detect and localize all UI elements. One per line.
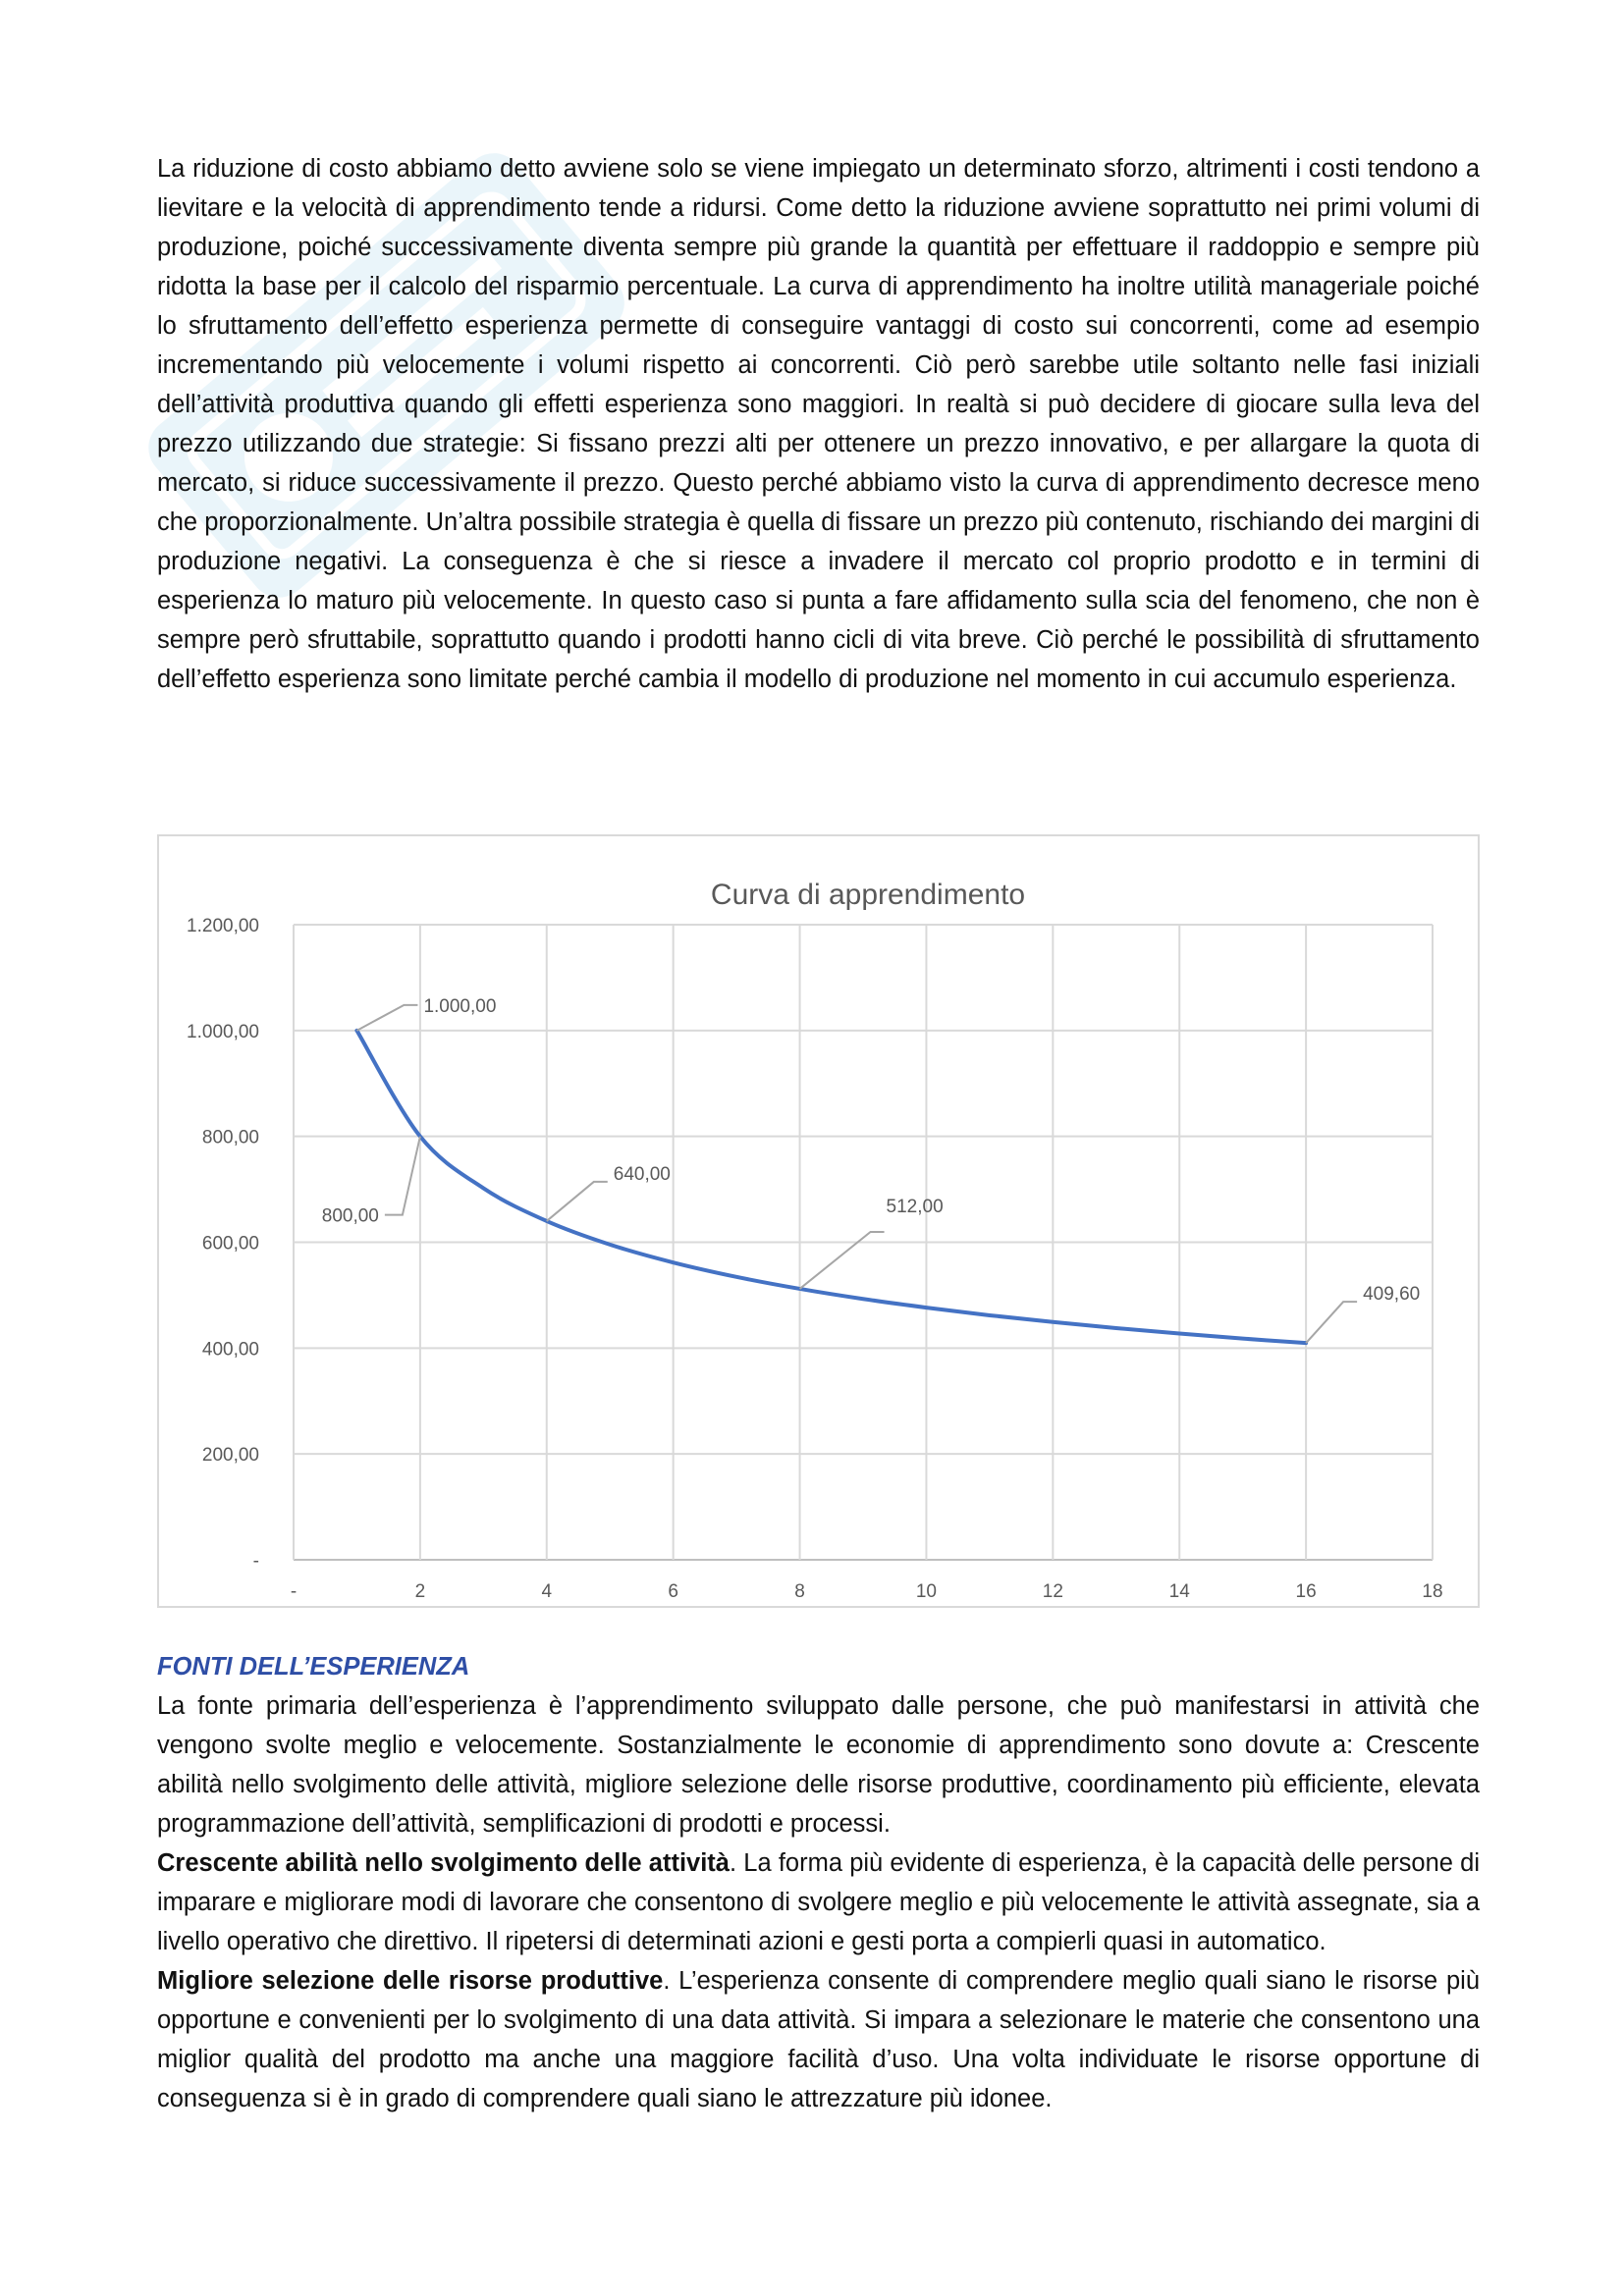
data-label-leader — [547, 1182, 608, 1221]
skill-paragraph — [157, 1843, 1480, 1961]
data-label-leader — [356, 1005, 417, 1031]
data-label: 800,00 — [321, 1205, 379, 1227]
chart-title: Curva di apprendimento — [710, 879, 1026, 911]
learning-curve-chart — [157, 834, 1480, 1608]
y-tick-label: 400,00 — [201, 1339, 259, 1361]
x-tick-label: 4 — [541, 1581, 553, 1602]
data-label-leader — [1306, 1302, 1357, 1343]
x-tick-label: 2 — [414, 1581, 426, 1602]
y-tick-label: 1.000,00 — [187, 1021, 259, 1042]
y-tick-label: 800,00 — [201, 1127, 259, 1148]
selection-heading: Migliore selezione delle risorse produttive — [157, 1967, 664, 1995]
data-label: 409,60 — [1363, 1284, 1421, 1306]
skill-heading: Crescente abilità nello svolgimento delle attività — [157, 1849, 730, 1877]
y-tick-label: 1.200,00 — [187, 916, 259, 936]
y-tick-label: 200,00 — [201, 1445, 259, 1467]
x-tick-label: 6 — [668, 1581, 678, 1602]
data-label: 1.000,00 — [423, 995, 497, 1017]
series-line — [356, 1031, 1306, 1343]
data-label: 640,00 — [613, 1163, 671, 1185]
intro-paragraph-block — [157, 149, 1480, 699]
x-tick-label: 8 — [794, 1581, 805, 1602]
chart-canvas — [159, 836, 1482, 1610]
data-label: 512,00 — [886, 1196, 944, 1217]
x-tick-label: 18 — [1422, 1581, 1443, 1602]
x-tick-label: 12 — [1042, 1581, 1063, 1602]
x-tick-label: - — [290, 1581, 298, 1602]
intro-paragraph: La riduzione di costo abbiamo detto avviene solo se viene impiegato un determinato sforzo, altrimenti i costi tendono a lievitare e la velocità di apprendimento tende a ridursi. Come detto la riduzione avviene soprattutto nei primi volumi di produzione, poiché successivamente diventa sempre più grande la quantità per effettuare il raddoppio e sempre più ridotta la base per il calcolo del risparmio percentuale. La curva di apprendimento ha inoltre utilità manageriale poiché lo sfruttamento dell’effetto esperienza permette di conseguire vantaggi di costo sui concorrenti, come ad esempio incrementando più velocemente i volumi rispetto ai concorrenti. Ciò però sarebbe utile soltanto nelle fasi iniziali dell’attività produttiva quando gli effetti esperienza sono maggiori. In realtà si può decidere di giocare sulla leva del prezzo utilizzando due strategie: Si fissano prezzi alti per ottenere un prezzo innovativo, e per allargare la quota di mercato, si riduce successivamente il prezzo. Questo perché abbiamo visto la curva di apprendimento decresce meno che proporzionalmente. Un’altra possibile strategia è quella di fissare un prezzo più contenuto, rischiando dei margini di produzione negativi. La conseguenza è che si riesce a invadere il mercato col proprio prodotto e in termini di esperienza lo maturo più velocemente. In questo caso si punta a fare affidamento sulla scia del fenomeno, che non è sempre però sfruttabile, soprattutto quando i prodotti hanno cicli di vita breve. Ciò perché le possibilità di sfruttamento dell’effetto esperienza sono limitate perché cambia il modello di produzione nel momento in cui accumulo esperienza. — [157, 155, 1480, 693]
data-label-leader — [800, 1232, 885, 1289]
sources-paragraph: La fonte primaria dell’esperienza è l’apprendimento sviluppato dalle persone, che può manifestarsi in attività che vengono svolte meglio e velocemente. Sostanzialmente le economie di apprendimento sono dovute a: Crescente abilità nello svolgimento delle attività, migliore selezione delle risorse produttive, coordinamento più efficiente, elevata programmazione dell’attività, semplificazioni di prodotti e processi. — [157, 1692, 1480, 1838]
data-label-leader — [385, 1137, 420, 1215]
selection-text: . L’esperienza consente di comprendere meglio quali siano le risorse più opportune e convenienti per lo svolgimento di una data attività. Si impara a selezionare le materie che consentono una miglior qualità del prodotto ma anche una maggiore facilità d’uso. Una volta individuate le risorse opportune di conseguenza si è in grado di comprendere quali siano le attrezzature più idonee. — [157, 1967, 1480, 2112]
selection-paragraph — [157, 1961, 1480, 2118]
sources-section — [157, 1647, 1480, 2118]
x-tick-label: 14 — [1168, 1581, 1190, 1602]
y-tick-label: - — [252, 1551, 259, 1572]
x-tick-label: 10 — [915, 1581, 938, 1602]
x-tick-label: 16 — [1295, 1581, 1317, 1602]
y-tick-label: 600,00 — [201, 1233, 259, 1255]
section-heading: FONTI DELL’ESPERIENZA — [157, 1653, 470, 1681]
skill-text: . La forma più evidente di esperienza, è la capacità delle persone di imparare e migliorare modi di lavorare che consentono di svolgere meglio e più velocemente le attività assegnate, sia a livello operativo che direttivo. Il ripetersi di determinati azioni e gesti porta a compierli quasi in automatico. — [157, 1849, 1480, 1955]
